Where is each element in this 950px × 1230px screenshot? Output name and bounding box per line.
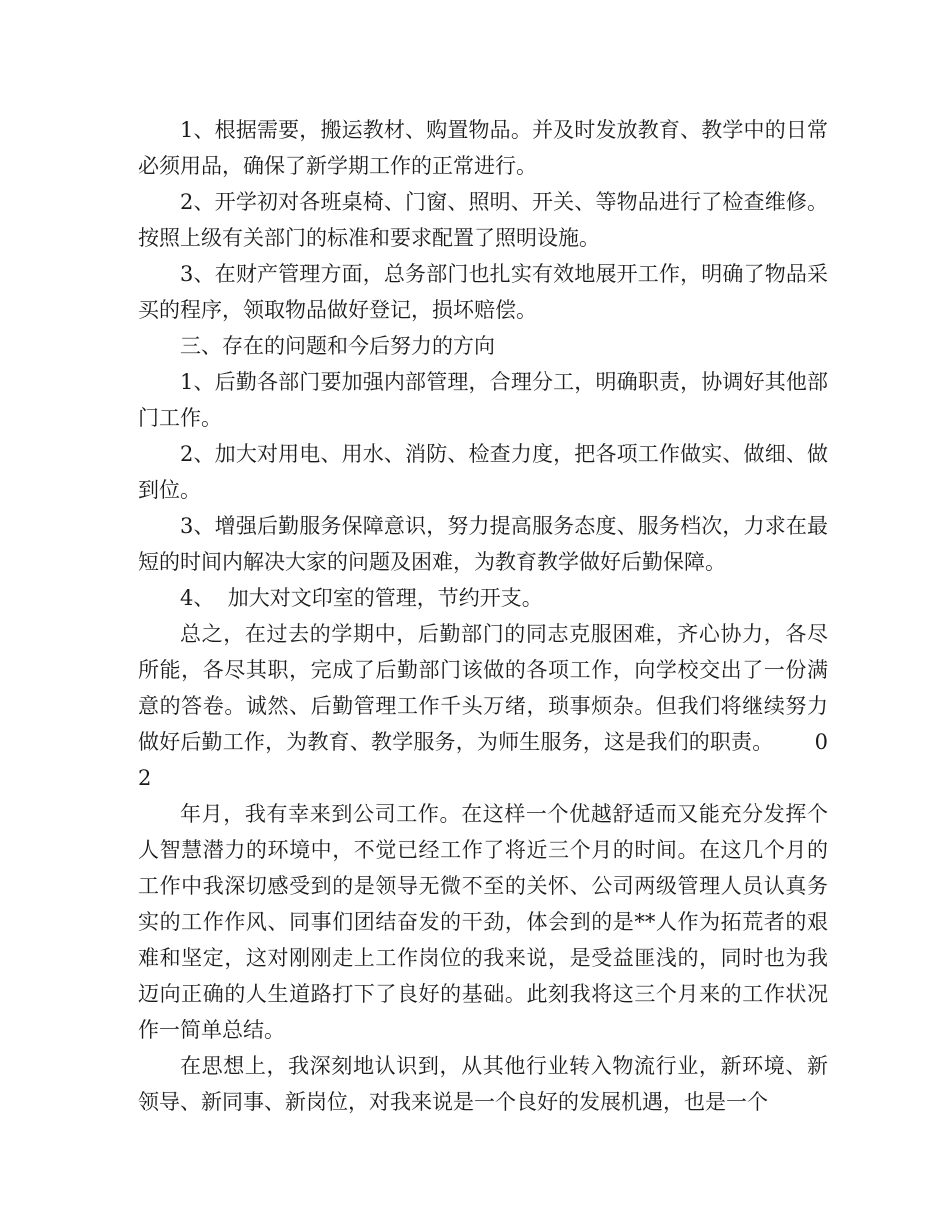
paragraph-1: 1、根据需要，搬运教材、购置物品。并及时发放教育、教学中的日常必须用品，确保了新学期工作的正常进行。 (138, 118, 828, 178)
document-body (138, 112, 828, 1120)
paragraph-9: 年月，我有幸来到公司工作。在这样一个优越舒适而又能充分发挥个人智慧潜力的环境中，不觉已经工作了将近三个月的时间。在这几个月的工作中我深切感受到的是领导无微不至的关怀、公司两级管理人员认真务实的工作作风、同事们团结奋发的干劲，体会到的是**人作为拓荒者的艰难和坚定，这对刚刚走上工作岗位的我来说，是受益匪浅的，同时也为我迈向正确的人生道路打下了良好的基础。此刻我将这三个月来的工作状况作一简单总结。 (138, 802, 828, 1042)
paragraph-3: 3、在财产管理方面，总务部门也扎实有效地展开工作，明确了物品采买的程序，领取物品做好登记，损坏赔偿。 (138, 262, 828, 322)
paragraph-10: 在思想上，我深刻地认识到，从其他行业转入物流行业，新环境、新领导、新同事、新岗位，对我来说是一个良好的发展机遇，也是一个 (138, 1054, 828, 1114)
paragraph-5: 2、加大对用电、用水、消防、检查力度，把各项工作做实、做细、做到位。 (138, 442, 828, 502)
paragraph-6: 3、增强后勤服务保障意识，努力提高服务态度、服务档次，力求在最短的时间内解决大家的问题及困难，为教育教学做好后勤保障。 (138, 514, 828, 574)
paragraph-7: 4、 加大对文印室的管理，节约开支。 (180, 586, 543, 610)
paragraph-8: 总之，在过去的学期中，后勤部门的同志克服困难，齐心协力，各尽所能，各尽其职，完成了后勤部门该做的各项工作，向学校交出了一份满意的答卷。诚然、后勤管理工作千头万绪，琐事烦杂。但我们将继续努力做好后勤工作，为教育、教学服务，为师生服务，这是我们的职责。 02 (138, 622, 828, 790)
paragraph-2: 2、开学初对各班桌椅、门窗、照明、开关、等物品进行了检查维修。按照上级有关部门的标准和要求配置了照明设施。 (138, 190, 828, 250)
paragraph-4: 1、后勤各部门要加强内部管理，合理分工，明确职责，协调好其他部门工作。 (138, 370, 828, 430)
section-heading: 三、存在的问题和今后努力的方向 (180, 334, 495, 358)
